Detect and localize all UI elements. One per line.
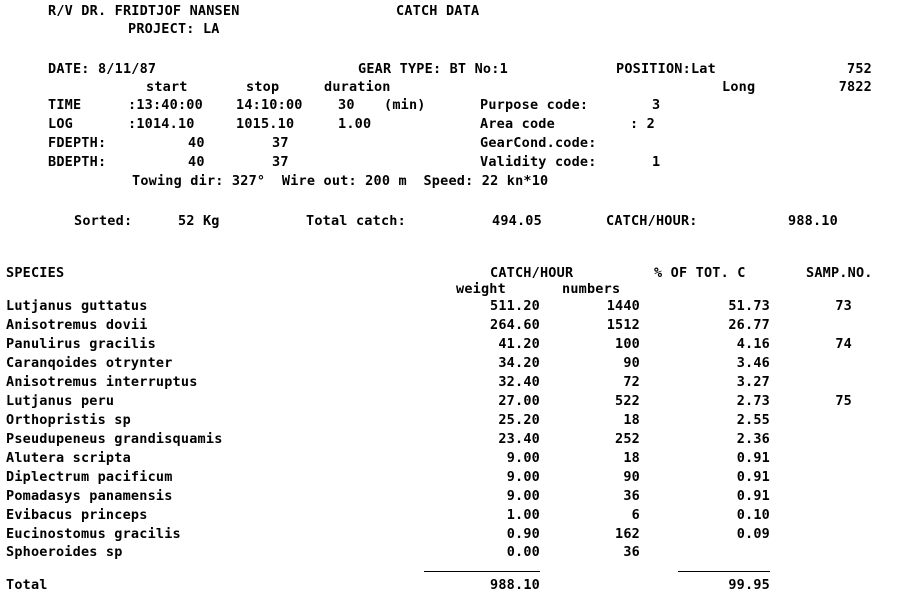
- percent-value: 26.77: [728, 317, 770, 333]
- weight-value: 0.00: [506, 544, 540, 560]
- validity-code-value: 1: [652, 154, 661, 170]
- percent-total-column-header: % OF TOT. C: [654, 265, 746, 281]
- bdepth-label: BDEPTH:: [48, 154, 107, 170]
- log-label: LOG: [48, 116, 73, 132]
- weight-value: 27.00: [498, 393, 540, 409]
- numbers-value: 1512: [606, 317, 640, 333]
- vessel-name: R/V DR. FRIDTJOF NANSEN: [48, 3, 240, 19]
- numbers-value: 522: [615, 393, 640, 409]
- fdepth-start-value: 40: [188, 135, 205, 151]
- sample-number-value: 75: [835, 393, 852, 409]
- log-start-value: :1014.10: [128, 116, 195, 132]
- sorted-value: 52 Kg: [178, 213, 220, 229]
- weight-value: 9.00: [506, 469, 540, 485]
- total-catch-value: 494.05: [492, 213, 542, 229]
- species-name: Panulirus gracilis: [6, 336, 156, 352]
- numbers-value: 36: [623, 488, 640, 504]
- gear-type-field: GEAR TYPE: BT No:1: [358, 61, 508, 77]
- time-stop-value: 14:10:00: [236, 97, 303, 113]
- percent-total-rule: [678, 571, 770, 572]
- catch-per-hour-column-header: CATCH/HOUR: [490, 265, 574, 281]
- purpose-code-value: 3: [652, 97, 661, 113]
- numbers-value: 72: [623, 374, 640, 390]
- total-label: Total: [6, 577, 48, 593]
- percent-value: 2.73: [736, 393, 770, 409]
- species-name: Lutjanus peru: [6, 393, 115, 409]
- percent-value: 3.27: [736, 374, 770, 390]
- percent-value: 51.73: [728, 298, 770, 314]
- percent-value: 2.36: [736, 431, 770, 447]
- percent-value: 4.16: [736, 336, 770, 352]
- time-label: TIME: [48, 97, 82, 113]
- weight-value: 32.40: [498, 374, 540, 390]
- bdepth-start-value: 40: [188, 154, 205, 170]
- weight-value: 1.00: [506, 507, 540, 523]
- numbers-value: 100: [615, 336, 640, 352]
- position-long-label: Long: [722, 79, 756, 95]
- percent-value: 2.55: [736, 412, 770, 428]
- log-duration-value: 1.00: [338, 116, 372, 132]
- species-column-header: SPECIES: [6, 265, 65, 281]
- numbers-value: 252: [615, 431, 640, 447]
- sorted-label: Sorted:: [74, 213, 133, 229]
- weight-value: 511.20: [490, 298, 540, 314]
- catch-per-hour-label: CATCH/HOUR:: [606, 213, 698, 229]
- time-duration-value: 30: [338, 97, 355, 113]
- validity-code-label: Validity code:: [480, 154, 597, 170]
- column-start-label: start: [146, 79, 188, 95]
- column-stop-label: stop: [246, 79, 280, 95]
- document-title: CATCH DATA: [396, 3, 480, 19]
- numbers-value: 36: [623, 544, 640, 560]
- numbers-value: 162: [615, 526, 640, 542]
- weight-value: 23.40: [498, 431, 540, 447]
- date-field: DATE: 8/11/87: [48, 61, 157, 77]
- weight-value: 264.60: [490, 317, 540, 333]
- percent-value: 0.91: [736, 469, 770, 485]
- percent-value: 0.91: [736, 488, 770, 504]
- percent-value: 0.91: [736, 450, 770, 466]
- area-code-value: : 2: [630, 116, 655, 132]
- position-long-value: 7822: [838, 79, 872, 95]
- species-name: Pomadasys panamensis: [6, 488, 173, 504]
- sample-number-column-header: SAMP.NO.: [806, 265, 873, 281]
- total-catch-label: Total catch:: [306, 213, 406, 229]
- position-lat-label: POSITION:Lat: [616, 61, 716, 77]
- area-code-label: Area code: [480, 116, 555, 132]
- numbers-subheader: numbers: [562, 281, 621, 297]
- sample-number-value: 73: [835, 298, 852, 314]
- species-name: Eucinostomus gracilis: [6, 526, 181, 542]
- weight-value: 9.00: [506, 450, 540, 466]
- time-start-value: :13:40:00: [128, 97, 203, 113]
- weight-value: 41.20: [498, 336, 540, 352]
- position-lat-value: 752: [847, 61, 872, 77]
- species-name: Anisotremus dovii: [6, 317, 148, 333]
- gearcond-code-label: GearCond.code:: [480, 135, 597, 151]
- numbers-value: 90: [623, 355, 640, 371]
- fdepth-stop-value: 37: [272, 135, 289, 151]
- numbers-value: 90: [623, 469, 640, 485]
- project-label: PROJECT: LA: [128, 21, 220, 37]
- percent-value: 0.09: [736, 526, 770, 542]
- time-duration-unit: (min): [384, 97, 426, 113]
- species-name: Diplectrum pacificum: [6, 469, 173, 485]
- species-name: Alutera scripta: [6, 450, 131, 466]
- weight-value: 34.20: [498, 355, 540, 371]
- weight-value: 0.90: [506, 526, 540, 542]
- species-name: Pseudupeneus grandisquamis: [6, 431, 223, 447]
- numbers-value: 1440: [606, 298, 640, 314]
- numbers-value: 6: [631, 507, 640, 523]
- weight-value: 9.00: [506, 488, 540, 504]
- percent-value: 3.46: [736, 355, 770, 371]
- weight-value: 25.20: [498, 412, 540, 428]
- numbers-value: 18: [623, 450, 640, 466]
- log-stop-value: 1015.10: [236, 116, 295, 132]
- species-name: Orthopristis sp: [6, 412, 131, 428]
- total-percent-value: 99.95: [728, 577, 770, 593]
- sample-number-value: 74: [835, 336, 852, 352]
- purpose-code-label: Purpose code:: [480, 97, 589, 113]
- towing-info-line: Towing dir: 327° Wire out: 200 m Speed: 22 kn*10: [132, 173, 549, 189]
- species-name: Caranqoides otrynter: [6, 355, 173, 371]
- weight-subheader: weight: [456, 281, 506, 297]
- species-name: Anisotremus interruptus: [6, 374, 198, 390]
- weight-total-rule: [424, 571, 540, 572]
- catch-per-hour-value: 988.10: [788, 213, 838, 229]
- bdepth-stop-value: 37: [272, 154, 289, 170]
- total-weight-value: 988.10: [490, 577, 540, 593]
- column-duration-label: duration: [324, 79, 391, 95]
- species-name: Sphoeroides sp: [6, 544, 123, 560]
- species-name: Evibacus princeps: [6, 507, 148, 523]
- percent-value: 0.10: [736, 507, 770, 523]
- fdepth-label: FDEPTH:: [48, 135, 107, 151]
- species-name: Lutjanus guttatus: [6, 298, 148, 314]
- numbers-value: 18: [623, 412, 640, 428]
